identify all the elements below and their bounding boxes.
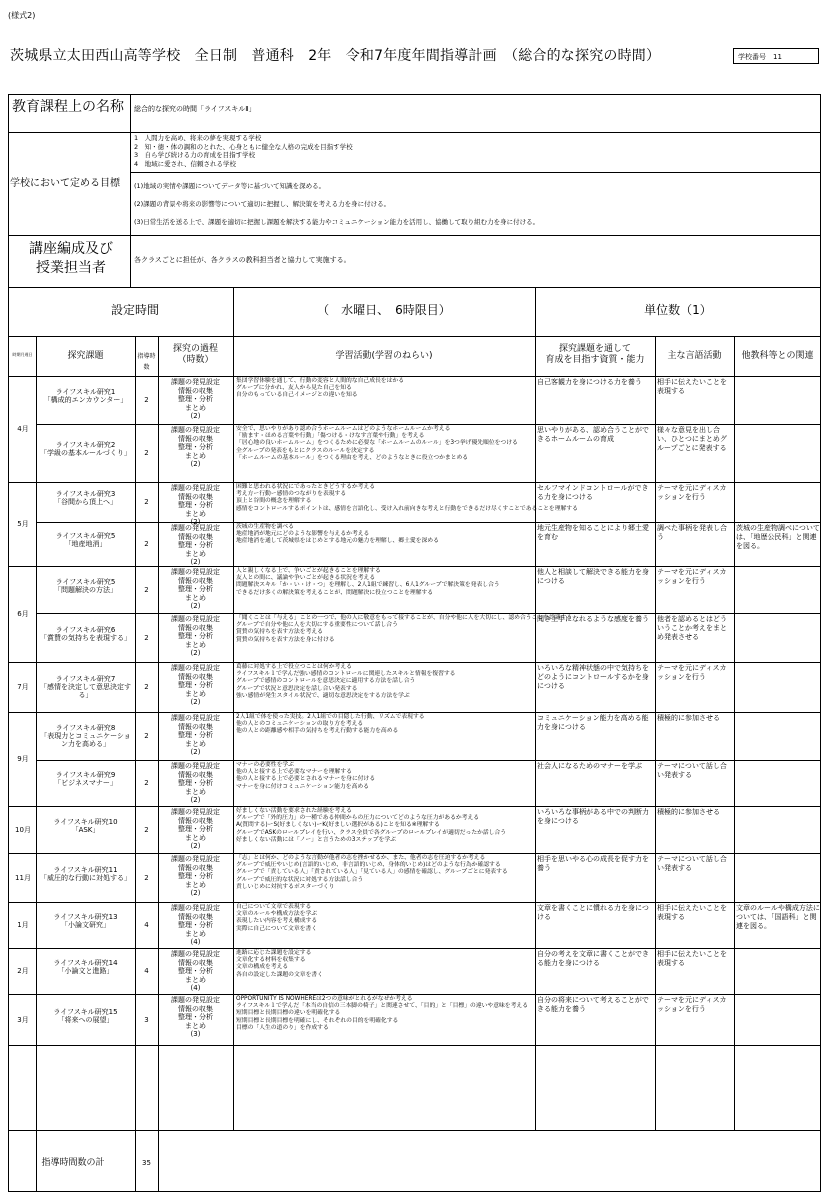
ability-value: 文章を書くことに慣れる力を身につける xyxy=(537,904,649,921)
hours-value: 2 xyxy=(144,449,149,457)
blank-divider xyxy=(8,1130,821,1131)
ability-value: 他人と相談して解決できる能力を身につける xyxy=(537,568,649,585)
process-line: 情報の収集 xyxy=(178,386,213,395)
topic-line: 「小論文と進路」 xyxy=(57,967,114,975)
activity-line: 人と親しくなる上で、争いごとが起きることを理解する xyxy=(236,568,381,574)
process-hours: (2) xyxy=(190,602,201,610)
hours-value: 2 xyxy=(144,540,149,548)
language-value: 調べた事柄を発表し合う xyxy=(657,524,727,541)
process-line: 課題の発見設定 xyxy=(171,950,220,958)
hours-value: 2 xyxy=(144,732,149,740)
topic-line: 「小論文研究」 xyxy=(61,921,110,929)
month-label: 11月 xyxy=(15,873,31,882)
row-divider xyxy=(36,482,821,483)
process-line: 整理・分析 xyxy=(178,872,213,880)
column-vline xyxy=(655,336,656,1130)
month-divider xyxy=(8,662,36,663)
hours-value: 2 xyxy=(144,825,149,834)
process-line: まとめ xyxy=(185,880,206,889)
process-hours: (2) xyxy=(190,558,201,566)
activity-line: 他の人との距離感や相手の気持ちを考え行動する能力を高める xyxy=(236,728,399,735)
process-line: 情報の収集 xyxy=(178,1004,213,1013)
activity-line: 好ましくない活動には「ノー」と言うための3ステップを学ぶ xyxy=(236,836,396,843)
ability-value: いろいろな事柄がある中での判断力を身につける xyxy=(537,808,649,825)
activity-line: 強い感情が発生スタイル状況で、適切な意思決定をする方法を学ぶ xyxy=(236,692,410,699)
topic-line: 「構成的エンカウンター」 xyxy=(43,396,128,404)
school-policy-line: 2 知・徳・体の調和のとれた、心身ともに健全な人格の完成を目指す学校 xyxy=(134,142,353,151)
other-value xyxy=(736,762,820,805)
language-value: 相手に伝えたいことを表現する xyxy=(657,950,727,967)
process-line: 課題の発見設定 xyxy=(171,378,220,386)
ability-value: 聞き上手になれるような感度を養う xyxy=(537,615,649,623)
process-hours: (2) xyxy=(190,698,201,706)
topic-line: ライフスキル研究9 xyxy=(55,771,116,779)
hours-value: 2 xyxy=(144,498,149,506)
process-line: まとめ xyxy=(185,787,206,796)
language-value: 相手に伝えたいことを表現する xyxy=(657,904,727,921)
process-line: まとめ xyxy=(185,689,206,698)
setting-divider xyxy=(8,336,821,337)
activity-line: 短期目標と長期目標の違いを明確化する xyxy=(236,1010,341,1017)
school-goal-line: (2)課題の背景や将来の影響等について適切に把握し、解決策を考える力を身に付ける。 xyxy=(134,200,391,208)
topic-line: ライフスキル研究3 xyxy=(55,490,116,498)
month-divider xyxy=(8,948,36,949)
activity-line: マナーを身に付けコミュニケーション能力を高める xyxy=(236,783,369,790)
other-value xyxy=(736,950,820,993)
hours-value: 3 xyxy=(144,1015,149,1024)
topic-line: ライフスキル研究8 xyxy=(55,724,116,732)
activity-line: 「ホームルームの基本ルール」をつくる理由を考え、どのようなときに役立つかまとめる xyxy=(236,454,469,461)
activity-line: OPPORTUNITY IS NOWHEREは2つの意味がとれるがなぜか考える xyxy=(236,996,413,1002)
process-line: まとめ xyxy=(185,640,206,649)
school-goal-line: (3)日常生活を送る上で、課題を適切に把握し課題を解決する能力やコミュニケーション能力を活用し、協働して取り組む力を身に付ける。 xyxy=(134,218,540,226)
total-hours-value: 35 xyxy=(142,1159,151,1167)
process-hours: (2) xyxy=(190,649,201,657)
process-line: まとめ xyxy=(185,593,206,602)
row-divider xyxy=(36,662,821,663)
process-line: 課題の発見設定 xyxy=(171,664,220,672)
process-hours: (2) xyxy=(190,460,201,468)
col-month: 時期月週日 xyxy=(12,352,33,357)
activity-line: 文章のルールや構成方法を学ぶ xyxy=(236,911,318,918)
activity-line: 責しいじめに対抗するポスターづくり xyxy=(236,883,335,890)
language-value: 様々な意見を出し合い、ひとつにまとめグループごとに発表する xyxy=(657,426,727,452)
activity-line: グループで状況と意思決定を話し合い発表する xyxy=(236,685,358,692)
hours-value: 2 xyxy=(144,585,149,594)
month-divider xyxy=(8,566,36,567)
row-divider xyxy=(36,760,821,761)
topic-line: 「感情を決定して意思決定する」 xyxy=(40,683,131,699)
process-line: 課題の発見設定 xyxy=(171,996,220,1004)
process-line: 課題の発見設定 xyxy=(171,615,220,623)
process-line: 整理・分析 xyxy=(178,541,213,549)
process-hours: (2) xyxy=(190,889,201,897)
activity-line: グループで自分や他に人を大切にする重要性について話し合う xyxy=(236,622,398,629)
ability-value: 思いやりがある、認め合うことができるホームルームの育成 xyxy=(537,426,649,443)
activity-line: 実際に自己について文章を書く xyxy=(236,925,318,932)
activity-line: 自分のもっている自己イメージとの違いを知る xyxy=(236,392,358,399)
process-line: まとめ xyxy=(185,1021,206,1030)
activity-line: 他の人とのコミュニケーションの取り方を考える xyxy=(236,721,364,728)
topic-line: 「賞賛の気持ちを表現する」 xyxy=(40,633,131,642)
process-line: 情報の収集 xyxy=(178,623,213,632)
row-divider xyxy=(36,712,821,713)
row-divider xyxy=(36,424,821,425)
topic-line: ライフスキル研究14 xyxy=(53,959,118,967)
process-line: 課題の発見設定 xyxy=(171,714,220,722)
row-divider xyxy=(36,994,821,995)
language-value: 積極的に参加させる xyxy=(657,714,720,722)
school-policy-line: 4 地域に愛され、信頼される学校 xyxy=(134,159,237,168)
other-value xyxy=(736,714,820,759)
month-label: 7月 xyxy=(17,683,29,691)
process-hours: (4) xyxy=(190,938,201,946)
month-label: 10月 xyxy=(15,825,31,834)
col-process-line2: （時数） xyxy=(177,355,214,365)
activity-line: グループで威圧的な状況に対処する方法話し合う xyxy=(236,876,364,883)
total-hours-label: 指導時間数の計 xyxy=(41,1158,105,1168)
activity-line: 他の人と接する上で必要とされるマナーを身に付ける xyxy=(236,776,376,783)
col-topic: 探究課題 xyxy=(67,351,104,361)
col-language: 主な言語活動 xyxy=(667,351,722,361)
activity-line: グループでASKのロールプレイを行い、クラス全員で各グループのロールプレイが適切だったか話し合う xyxy=(236,829,507,836)
month-divider xyxy=(8,853,36,854)
process-line: 整理・分析 xyxy=(178,501,213,509)
activity-line: 問題解決スキル「か・い・け・つ」を理解し、2人1組で練習し、6人1グループで解決策を発表し合う xyxy=(236,582,500,589)
language-value: テーマを元にディスカッションを行う xyxy=(657,484,727,501)
school-id-box: 学校番号 11 xyxy=(733,48,819,64)
activity-line: マナーの必要性を学ぶ xyxy=(236,762,294,768)
month-label: 3月 xyxy=(17,1015,29,1024)
process-line: 課題の発見設定 xyxy=(171,568,220,576)
ability-value: 自分の考えを文章に書くことができる能力を身につける xyxy=(537,950,649,967)
activity-line: グループで「責している人」「責されている人」「見ている人」の感情を確認し、グループごとに発表する xyxy=(236,869,508,876)
col-other: 他教科等との関連 xyxy=(741,351,814,361)
topic-line: ライフスキル研究7 xyxy=(55,675,116,683)
process-line: 整理・分析 xyxy=(178,779,213,787)
activity-line: 進路に応じた課題を設定する xyxy=(236,950,312,956)
activity-line: 考え方ー行動ー感情のつながりを表現する xyxy=(236,491,347,498)
month-label: 4月 xyxy=(17,425,29,433)
process-line: まとめ xyxy=(185,929,206,938)
activity-line: 賞賛の気持ちを表す方法を身に付ける xyxy=(236,636,335,643)
topic-line: 「問題解決の方法」 xyxy=(54,585,117,594)
process-line: 情報の収集 xyxy=(178,863,213,872)
process-line: 課題の発見設定 xyxy=(171,426,220,434)
process-line: 情報の収集 xyxy=(178,434,213,443)
process-line: 整理・分析 xyxy=(178,921,213,929)
policy-goal-divider xyxy=(130,172,821,173)
ability-value: コミュニケーション能力を高める能力を身につける xyxy=(537,714,649,731)
hours-value: 2 xyxy=(144,633,149,642)
language-value: テーマを元にディスカッションを行う xyxy=(657,996,727,1013)
setting-time-value: （ 水曜日、 6時限目） xyxy=(317,303,451,317)
process-line: 情報の収集 xyxy=(178,492,213,501)
row-divider xyxy=(36,613,821,614)
hours-value: 2 xyxy=(144,779,149,787)
process-line: まとめ xyxy=(185,549,206,558)
process-line: 整理・分析 xyxy=(178,443,213,451)
course-label-line1: 講座編成及び xyxy=(29,241,113,257)
activity-line: 葛藤に対処する上で役立つことは何か考える xyxy=(236,664,352,670)
row-divider xyxy=(36,902,821,903)
process-line: 整理・分析 xyxy=(178,395,213,403)
process-line: 整理・分析 xyxy=(178,731,213,739)
topic-line: ライフスキル研究5 xyxy=(55,577,116,586)
other-value xyxy=(736,664,820,711)
row-divider xyxy=(36,566,821,567)
topic-line: ライフスキル研究11 xyxy=(53,865,118,874)
process-line: まとめ xyxy=(185,833,206,842)
column-vline xyxy=(535,336,536,1130)
topic-line: 「学級の基本ルールづくり」 xyxy=(40,449,131,457)
column-vline xyxy=(734,336,735,1130)
label-vline xyxy=(130,94,131,287)
language-value: 積極的に参加させる xyxy=(657,808,720,816)
activity-line: 「居心地の良いホームルーム」をつくるために必要な「ホームルームのルール」を3つ挙げ優先順位をつける xyxy=(236,440,518,447)
process-line: 情報の収集 xyxy=(178,672,213,681)
topic-line: ライフスキル研究2 xyxy=(55,441,116,449)
activity-line: 各自の設定した課題の文章を書く xyxy=(236,971,323,978)
month-divider xyxy=(8,806,36,807)
activity-line: グループで威圧やいじめ(言語的いじめ、非言語的いじめ、身体的いじめ)はどのような行為か確認する xyxy=(236,862,501,869)
ability-value: 地元生産物を知ることにより郷土愛を育む xyxy=(537,524,649,541)
process-hours: (4) xyxy=(190,984,201,992)
hours-value: 4 xyxy=(144,921,149,929)
topic-line: ライフスキル研究15 xyxy=(53,1007,118,1016)
topic-line: ライフスキル研究5 xyxy=(55,532,116,540)
process-line: まとめ xyxy=(185,451,206,460)
setting-units-label: 単位数（1） xyxy=(644,303,712,317)
month-divider xyxy=(8,376,36,377)
month-label: 9月 xyxy=(17,755,29,763)
topic-line: ライフスキル研究10 xyxy=(53,817,118,826)
process-line: 情報の収集 xyxy=(178,912,213,921)
ability-value: 社会人になるためのマナーを学ぶ xyxy=(537,762,642,770)
col-ability-line2: 育成を目指す資質・能力 xyxy=(545,355,645,365)
other-value: 茨城の生産物調べについては、「地歴公民科」と関連を図る。 xyxy=(736,524,820,550)
activity-line: ライフスキル１で学んだ「本当の自信の三本脚の椅子」と関連させて、「目的」と「目標」の違いや意味を考える xyxy=(236,1003,528,1010)
process-line: 整理・分析 xyxy=(178,825,213,833)
other-value xyxy=(736,996,820,1044)
activity-line: グループで感情のコントロールを意思決定に適用する方法を話し合う xyxy=(236,678,416,685)
process-line: 課題の発見設定 xyxy=(171,855,220,863)
process-hours: (2) xyxy=(190,796,201,804)
hours-value: 2 xyxy=(144,683,149,691)
activity-line: 茨城の生産物を調べる xyxy=(236,524,294,530)
process-hours: (3) xyxy=(190,1030,201,1038)
activity-line: 「聞くことは「与える」ことの一つで、他の人に敬意をもって接することが、自分や他に人を大切にし、認め合うことを認識する xyxy=(236,615,573,621)
activity-line: 賞賛の気持ちを表す方法を考える xyxy=(236,629,323,636)
process-line: 整理・分析 xyxy=(178,632,213,640)
page-title: 茨城県立太田西山高等学校 全日制 普通科 2年 令和7年度年間指導計画 （総合的な探究の時間） xyxy=(10,48,661,64)
process-hours: (2) xyxy=(190,412,201,420)
process-line: 情報の収集 xyxy=(178,532,213,541)
language-value: テーマについて話し合い発表する xyxy=(657,855,727,872)
column-vline xyxy=(233,336,234,1130)
row-divider xyxy=(36,806,821,807)
activity-line: 全グループの発表をもとにクラスのルールを決定する xyxy=(236,447,375,454)
process-line: 整理・分析 xyxy=(178,1013,213,1021)
hours-value: 2 xyxy=(144,873,149,882)
curriculum-label: 教育課程上の名称 xyxy=(12,99,124,115)
ability-value: セルフマインドコントロールができる力を身につける xyxy=(537,484,649,501)
row-divider xyxy=(36,948,821,949)
activity-line: 目標の「人生の道のり」を作成する xyxy=(236,1024,329,1031)
other-value xyxy=(736,568,820,612)
school-policy-line: 1 人間力を高め、将来の夢を実現する学校 xyxy=(134,134,262,142)
activity-line: ライフスキル１で学んだ強い感情のコントロールに関連したスキルと情報を復習する xyxy=(236,671,456,678)
process-line: 整理・分析 xyxy=(178,967,213,975)
ability-value: 自分の将来について考えることができる能力を養う xyxy=(537,996,649,1013)
topic-line: 「谷間から頂上へ」 xyxy=(54,498,117,506)
month-label: 1月 xyxy=(17,921,29,929)
topic-line: 「表現力とコミュニケーション力を高める」 xyxy=(40,732,131,748)
hours-value: 2 xyxy=(144,396,149,404)
month-divider xyxy=(8,994,36,995)
activity-line: 自己について文章で表現する xyxy=(236,904,312,910)
activity-line: 文章の構成を考える xyxy=(236,964,289,971)
activity-line: 地産地消を通して茨城県をはじめとする地元の魅力を理解し、郷土愛を深める xyxy=(236,538,439,545)
month-label: 6月 xyxy=(17,610,29,618)
ability-value: 相手を思いやる心の成長を促す力を養う xyxy=(537,855,649,872)
topic-line: 「地産地消」 xyxy=(64,540,107,548)
process-line: まとめ xyxy=(185,509,206,518)
month-label: 5月 xyxy=(17,520,29,528)
process-hours: (2) xyxy=(190,748,201,756)
activity-line: 集団学習体験を通して、行動の変容と人間的な自己成長をはかる xyxy=(236,378,404,384)
month-divider xyxy=(8,712,36,713)
activity-line: 「励ます・ほめる言葉や行動」「傷つける・けなす言葉や行動」を考える xyxy=(236,433,425,440)
activity-line: できるだけ多くの解決策を考えることが、問題解決に役立つことを理解する xyxy=(236,589,434,596)
month-divider xyxy=(8,902,36,903)
form-number: (様式2) xyxy=(8,11,36,20)
language-value: 相手に伝えたいことを表現する xyxy=(657,378,727,395)
process-line: 整理・分析 xyxy=(178,681,213,689)
topic-line: 「ビジネスマナー」 xyxy=(54,779,117,787)
process-line: 課題の発見設定 xyxy=(171,762,220,770)
process-line: 整理・分析 xyxy=(178,585,213,593)
topic-line: ライフスキル研究13 xyxy=(53,913,118,921)
topic-line: 「将来への展望」 xyxy=(57,1015,114,1024)
activity-line: 短期目標と長期目標を明確にし、それぞれの目的を明確化する xyxy=(236,1017,399,1024)
school-policy-line: 3 自ら学び続ける力の育成を目指す学校 xyxy=(134,151,256,159)
process-line: 情報の収集 xyxy=(178,770,213,779)
row-divider xyxy=(36,853,821,854)
activity-line: A(質問する)ーS(好ましくない)ーK(好ましい選択がある)ことを知る※理解する xyxy=(236,822,440,829)
rows-end-divider xyxy=(8,1045,821,1046)
activity-line: 文章化する材料を収集する xyxy=(236,957,306,964)
topic-line: ライフスキル研究1 xyxy=(55,388,116,396)
hours-value: 4 xyxy=(144,967,149,975)
school-goals-label: 学校において定める目標 xyxy=(10,178,120,189)
col-ability-line1: 探究課題を通して xyxy=(558,344,631,354)
process-line: 情報の収集 xyxy=(178,958,213,967)
activity-line: 安全で、思いやりがあり認め合うホームルームはどのようなホームルームか考える xyxy=(236,426,451,432)
activity-line: 他の人と接する上で必要なマナーを理解する xyxy=(236,769,352,776)
school-goal-line: (1)地域の実情や課題についてデータ等に基づいて知識を深める。 xyxy=(134,182,326,190)
other-value xyxy=(736,426,820,481)
other-value xyxy=(736,808,820,852)
other-value xyxy=(736,484,820,521)
process-line: まとめ xyxy=(185,739,206,748)
language-value: テーマを元にディスカッションを行う xyxy=(657,568,727,585)
activity-line: 2人1組で体を使った実技。2人1組での目隠した行動、リズムで表現する xyxy=(236,714,425,720)
row-divider xyxy=(36,522,821,523)
other-value xyxy=(736,855,820,901)
process-line: まとめ xyxy=(185,975,206,984)
activity-line: 感情をコントロールするポイントは、感情を言語化し、受け入れ前向きな考えと行動をできるだけ尽くすことであることを理解する xyxy=(236,505,578,512)
activity-line: グループに分かれ、友人から見た自己を知る xyxy=(236,385,352,392)
col-hours: 指導時数 xyxy=(137,353,156,371)
process-hours: (2) xyxy=(190,518,201,526)
course-divider xyxy=(8,287,821,288)
activity-line: 友人との間に、議論や争いごとが起きる状況を考える xyxy=(236,575,376,582)
activity-line: 困難と思われる状況にであったときどうするか考える xyxy=(236,484,376,490)
process-line: 課題の発見設定 xyxy=(171,524,220,532)
process-hours: (2) xyxy=(190,842,201,850)
footer-vline-3 xyxy=(158,1130,159,1192)
activity-line: 「志」とは何か、どのような言動が他者の志を挫かせるか、また、他者の志を圧迫するか考える xyxy=(236,855,486,861)
course-label-line2: 授業担当者 xyxy=(36,260,106,276)
language-value: テーマについて話し合い発表する xyxy=(657,762,727,779)
topic-line: ライフスキル研究6 xyxy=(55,625,116,634)
col-activity: 学習活動(学習のねらい) xyxy=(335,351,433,361)
process-line: 課題の発見設定 xyxy=(171,484,220,492)
process-line: 情報の収集 xyxy=(178,722,213,731)
course-value: 各クラスごとに担任が、各クラスの教科担当者と協力して実施する。 xyxy=(134,256,351,264)
other-value xyxy=(736,378,820,423)
activity-line: 好ましくない活動を要求された経験を考える xyxy=(236,808,352,814)
activity-line: 頂上と谷間の概念を理解する xyxy=(236,498,312,505)
other-value xyxy=(736,615,820,661)
topic-line: 「威圧的な行動に対処する」 xyxy=(40,873,131,882)
process-line: 情報の収集 xyxy=(178,576,213,585)
activity-line: 表現したい内容を考え構成する xyxy=(236,918,318,925)
language-value: 他者を認めるとはどういうことか考えをまとめ発表させる xyxy=(657,615,727,641)
process-line: 課題の発見設定 xyxy=(171,808,220,816)
curriculum-value: 総合的な探究の時間「ライフスキルⅡ」 xyxy=(134,105,256,113)
topic-line: 「ASK」 xyxy=(71,825,100,834)
activity-line: 地産地消が地元にどのような影響を与えるか考える xyxy=(236,531,370,538)
setting-time-label: 設定時間 xyxy=(110,303,159,317)
process-line: まとめ xyxy=(185,403,206,412)
ability-value: 自己客観力を身につける力を養う xyxy=(537,378,642,386)
col-process-line1: 探究の過程 xyxy=(172,344,218,354)
month-divider xyxy=(8,482,36,483)
process-line: 課題の発見設定 xyxy=(171,904,220,912)
month-label: 2月 xyxy=(17,967,29,975)
other-value: 文章のルールや構成方法については、「国語科」と関連を図る。 xyxy=(736,904,820,930)
process-line: 情報の収集 xyxy=(178,816,213,825)
language-value: テーマを元にディスカッションを行う xyxy=(657,664,727,681)
column-header-divider xyxy=(8,376,821,377)
ability-value: いろいろな精神状態の中で気持ちをどのようにコントロールするかを身につける xyxy=(537,664,649,690)
activity-line: グループで「外的圧力」の一種である仲間からの圧力についてどのような圧力があるか考える xyxy=(236,815,480,822)
